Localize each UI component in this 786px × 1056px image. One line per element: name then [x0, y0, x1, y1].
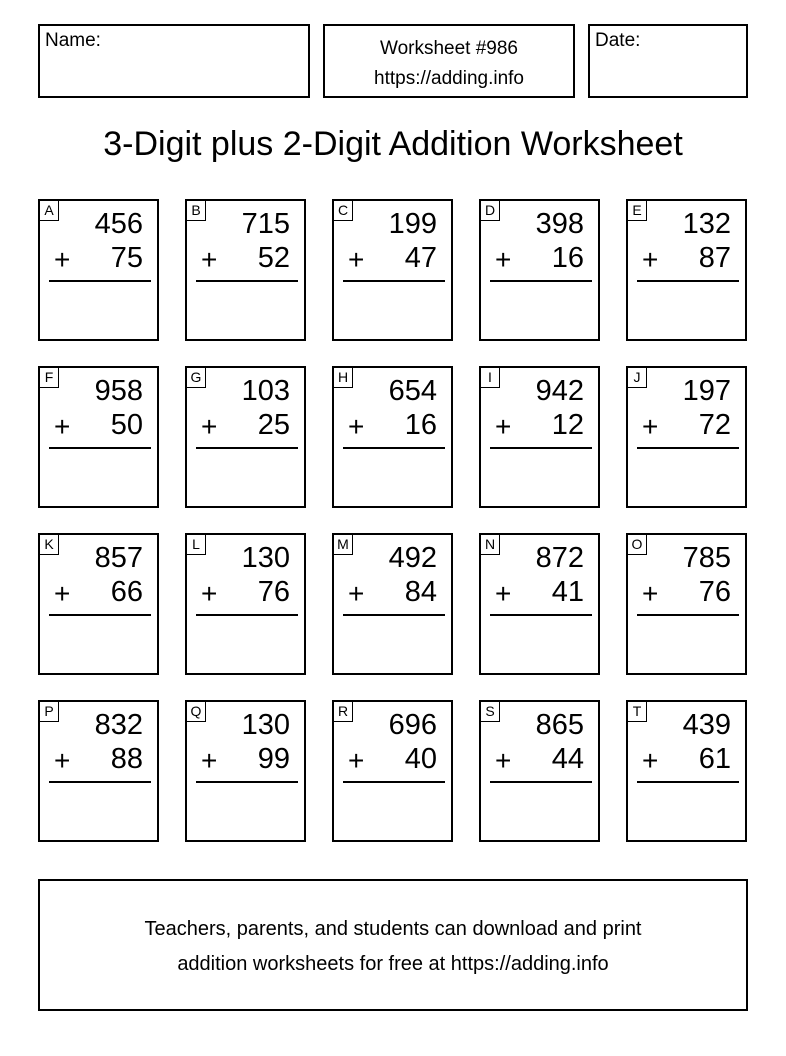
plus-sign: + — [201, 578, 218, 609]
problem-bottom-number: 61 — [698, 743, 731, 775]
plus-sign: + — [642, 411, 659, 442]
problem-bottom-number: 76 — [257, 576, 290, 608]
plus-sign: + — [201, 244, 218, 275]
problem-letter: O — [628, 535, 647, 555]
problem-top-number: 103 — [241, 375, 290, 407]
problem-letter: L — [187, 535, 206, 555]
plus-sign: + — [201, 411, 218, 442]
problem-letter: R — [334, 702, 353, 722]
worksheet-title: 3-Digit plus 2-Digit Addition Worksheet — [103, 125, 683, 163]
problem-bottom-number: 16 — [404, 409, 437, 441]
worksheet-number: Worksheet #986 — [379, 38, 518, 59]
problem-top-number: 456 — [94, 208, 143, 240]
answer-line — [490, 781, 592, 783]
plus-sign: + — [54, 244, 71, 275]
footer-note — [38, 879, 748, 1011]
problem-top-number: 872 — [535, 542, 584, 574]
problem-letter: I — [481, 368, 500, 388]
problem-top-number: 715 — [241, 208, 290, 240]
problem-bottom-number: 16 — [551, 242, 584, 274]
problem-bottom-number: 88 — [110, 743, 143, 775]
problem-card[interactable] — [185, 366, 306, 508]
problem-top-number: 785 — [682, 542, 731, 574]
problem-bottom-number: 47 — [404, 242, 437, 274]
date-label: Date: — [595, 30, 641, 51]
problem-top-number: 132 — [682, 208, 731, 240]
answer-line — [196, 614, 298, 616]
problem-bottom-number: 41 — [551, 576, 584, 608]
problem-bottom-number: 84 — [404, 576, 437, 608]
problem-bottom-number: 52 — [257, 242, 290, 274]
answer-line — [490, 614, 592, 616]
plus-sign: + — [495, 411, 512, 442]
problem-letter: T — [628, 702, 647, 722]
plus-sign: + — [495, 745, 512, 776]
problem-bottom-number: 44 — [551, 743, 584, 775]
problem-bottom-number: 66 — [110, 576, 143, 608]
problem-letter: H — [334, 368, 353, 388]
footer-line-1: Teachers, parents, and students can download and print — [144, 918, 642, 940]
problem-letter: B — [187, 201, 206, 221]
problem-letter: P — [40, 702, 59, 722]
answer-line — [343, 614, 445, 616]
answer-line — [196, 280, 298, 282]
problem-bottom-number: 25 — [257, 409, 290, 441]
problem-card[interactable] — [38, 366, 159, 508]
problem-card[interactable] — [38, 199, 159, 341]
answer-line — [49, 614, 151, 616]
answer-line — [490, 280, 592, 282]
problem-bottom-number: 50 — [110, 409, 143, 441]
problem-card[interactable] — [38, 533, 159, 675]
plus-sign: + — [495, 244, 512, 275]
problem-top-number: 654 — [388, 375, 437, 407]
answer-line — [343, 781, 445, 783]
problem-top-number: 398 — [535, 208, 584, 240]
problem-card[interactable] — [626, 533, 747, 675]
answer-line — [49, 280, 151, 282]
answer-line — [49, 781, 151, 783]
answer-line — [637, 280, 739, 282]
problem-letter: C — [334, 201, 353, 221]
plus-sign: + — [642, 244, 659, 275]
problem-letter: F — [40, 368, 59, 388]
problem-card[interactable] — [479, 533, 600, 675]
answer-line — [196, 781, 298, 783]
problem-top-number: 492 — [388, 542, 437, 574]
plus-sign: + — [54, 578, 71, 609]
footer-line-2: addition worksheets for free at https://adding.info — [177, 953, 609, 975]
answer-line — [343, 280, 445, 282]
problem-card[interactable] — [332, 366, 453, 508]
problem-bottom-number: 12 — [551, 409, 584, 441]
problem-card[interactable] — [185, 199, 306, 341]
problem-card[interactable] — [185, 700, 306, 842]
problem-top-number: 832 — [94, 709, 143, 741]
problem-top-number: 199 — [388, 208, 437, 240]
problem-letter: K — [40, 535, 59, 555]
problem-letter: A — [40, 201, 59, 221]
answer-line — [49, 447, 151, 449]
answer-line — [196, 447, 298, 449]
problem-top-number: 439 — [682, 709, 731, 741]
answer-line — [343, 447, 445, 449]
problem-card[interactable] — [626, 199, 747, 341]
problem-card[interactable] — [626, 700, 747, 842]
problem-letter: M — [334, 535, 353, 555]
answer-line — [490, 447, 592, 449]
problem-top-number: 857 — [94, 542, 143, 574]
problem-card[interactable] — [332, 700, 453, 842]
problem-card[interactable] — [332, 199, 453, 341]
problem-bottom-number: 99 — [257, 743, 290, 775]
problem-top-number: 696 — [388, 709, 437, 741]
problem-letter: S — [481, 702, 500, 722]
problem-letter: N — [481, 535, 500, 555]
problem-card[interactable] — [479, 366, 600, 508]
plus-sign: + — [495, 578, 512, 609]
plus-sign: + — [201, 745, 218, 776]
answer-line — [637, 614, 739, 616]
problem-letter: G — [187, 368, 206, 388]
problem-letter: D — [481, 201, 500, 221]
problem-card[interactable] — [626, 366, 747, 508]
plus-sign: + — [348, 745, 365, 776]
problem-top-number: 130 — [241, 542, 290, 574]
problem-bottom-number: 75 — [110, 242, 143, 274]
name-label: Name: — [45, 30, 101, 51]
problem-card[interactable] — [185, 533, 306, 675]
problem-letter: J — [628, 368, 647, 388]
problem-letter: E — [628, 201, 647, 221]
problem-card[interactable] — [332, 533, 453, 675]
problem-card[interactable] — [38, 700, 159, 842]
problem-card[interactable] — [479, 700, 600, 842]
plus-sign: + — [54, 745, 71, 776]
plus-sign: + — [642, 745, 659, 776]
plus-sign: + — [54, 411, 71, 442]
problem-top-number: 197 — [682, 375, 731, 407]
problem-bottom-number: 87 — [698, 242, 731, 274]
answer-line — [637, 447, 739, 449]
problem-letter: Q — [187, 702, 206, 722]
problem-bottom-number: 40 — [404, 743, 437, 775]
problem-top-number: 865 — [535, 709, 584, 741]
problem-bottom-number: 72 — [698, 409, 731, 441]
problem-top-number: 942 — [535, 375, 584, 407]
plus-sign: + — [642, 578, 659, 609]
plus-sign: + — [348, 411, 365, 442]
problem-card[interactable] — [479, 199, 600, 341]
problem-bottom-number: 76 — [698, 576, 731, 608]
answer-line — [637, 781, 739, 783]
worksheet-website: https://adding.info — [374, 68, 524, 89]
plus-sign: + — [348, 244, 365, 275]
problem-top-number: 130 — [241, 709, 290, 741]
plus-sign: + — [348, 578, 365, 609]
problem-top-number: 958 — [94, 375, 143, 407]
